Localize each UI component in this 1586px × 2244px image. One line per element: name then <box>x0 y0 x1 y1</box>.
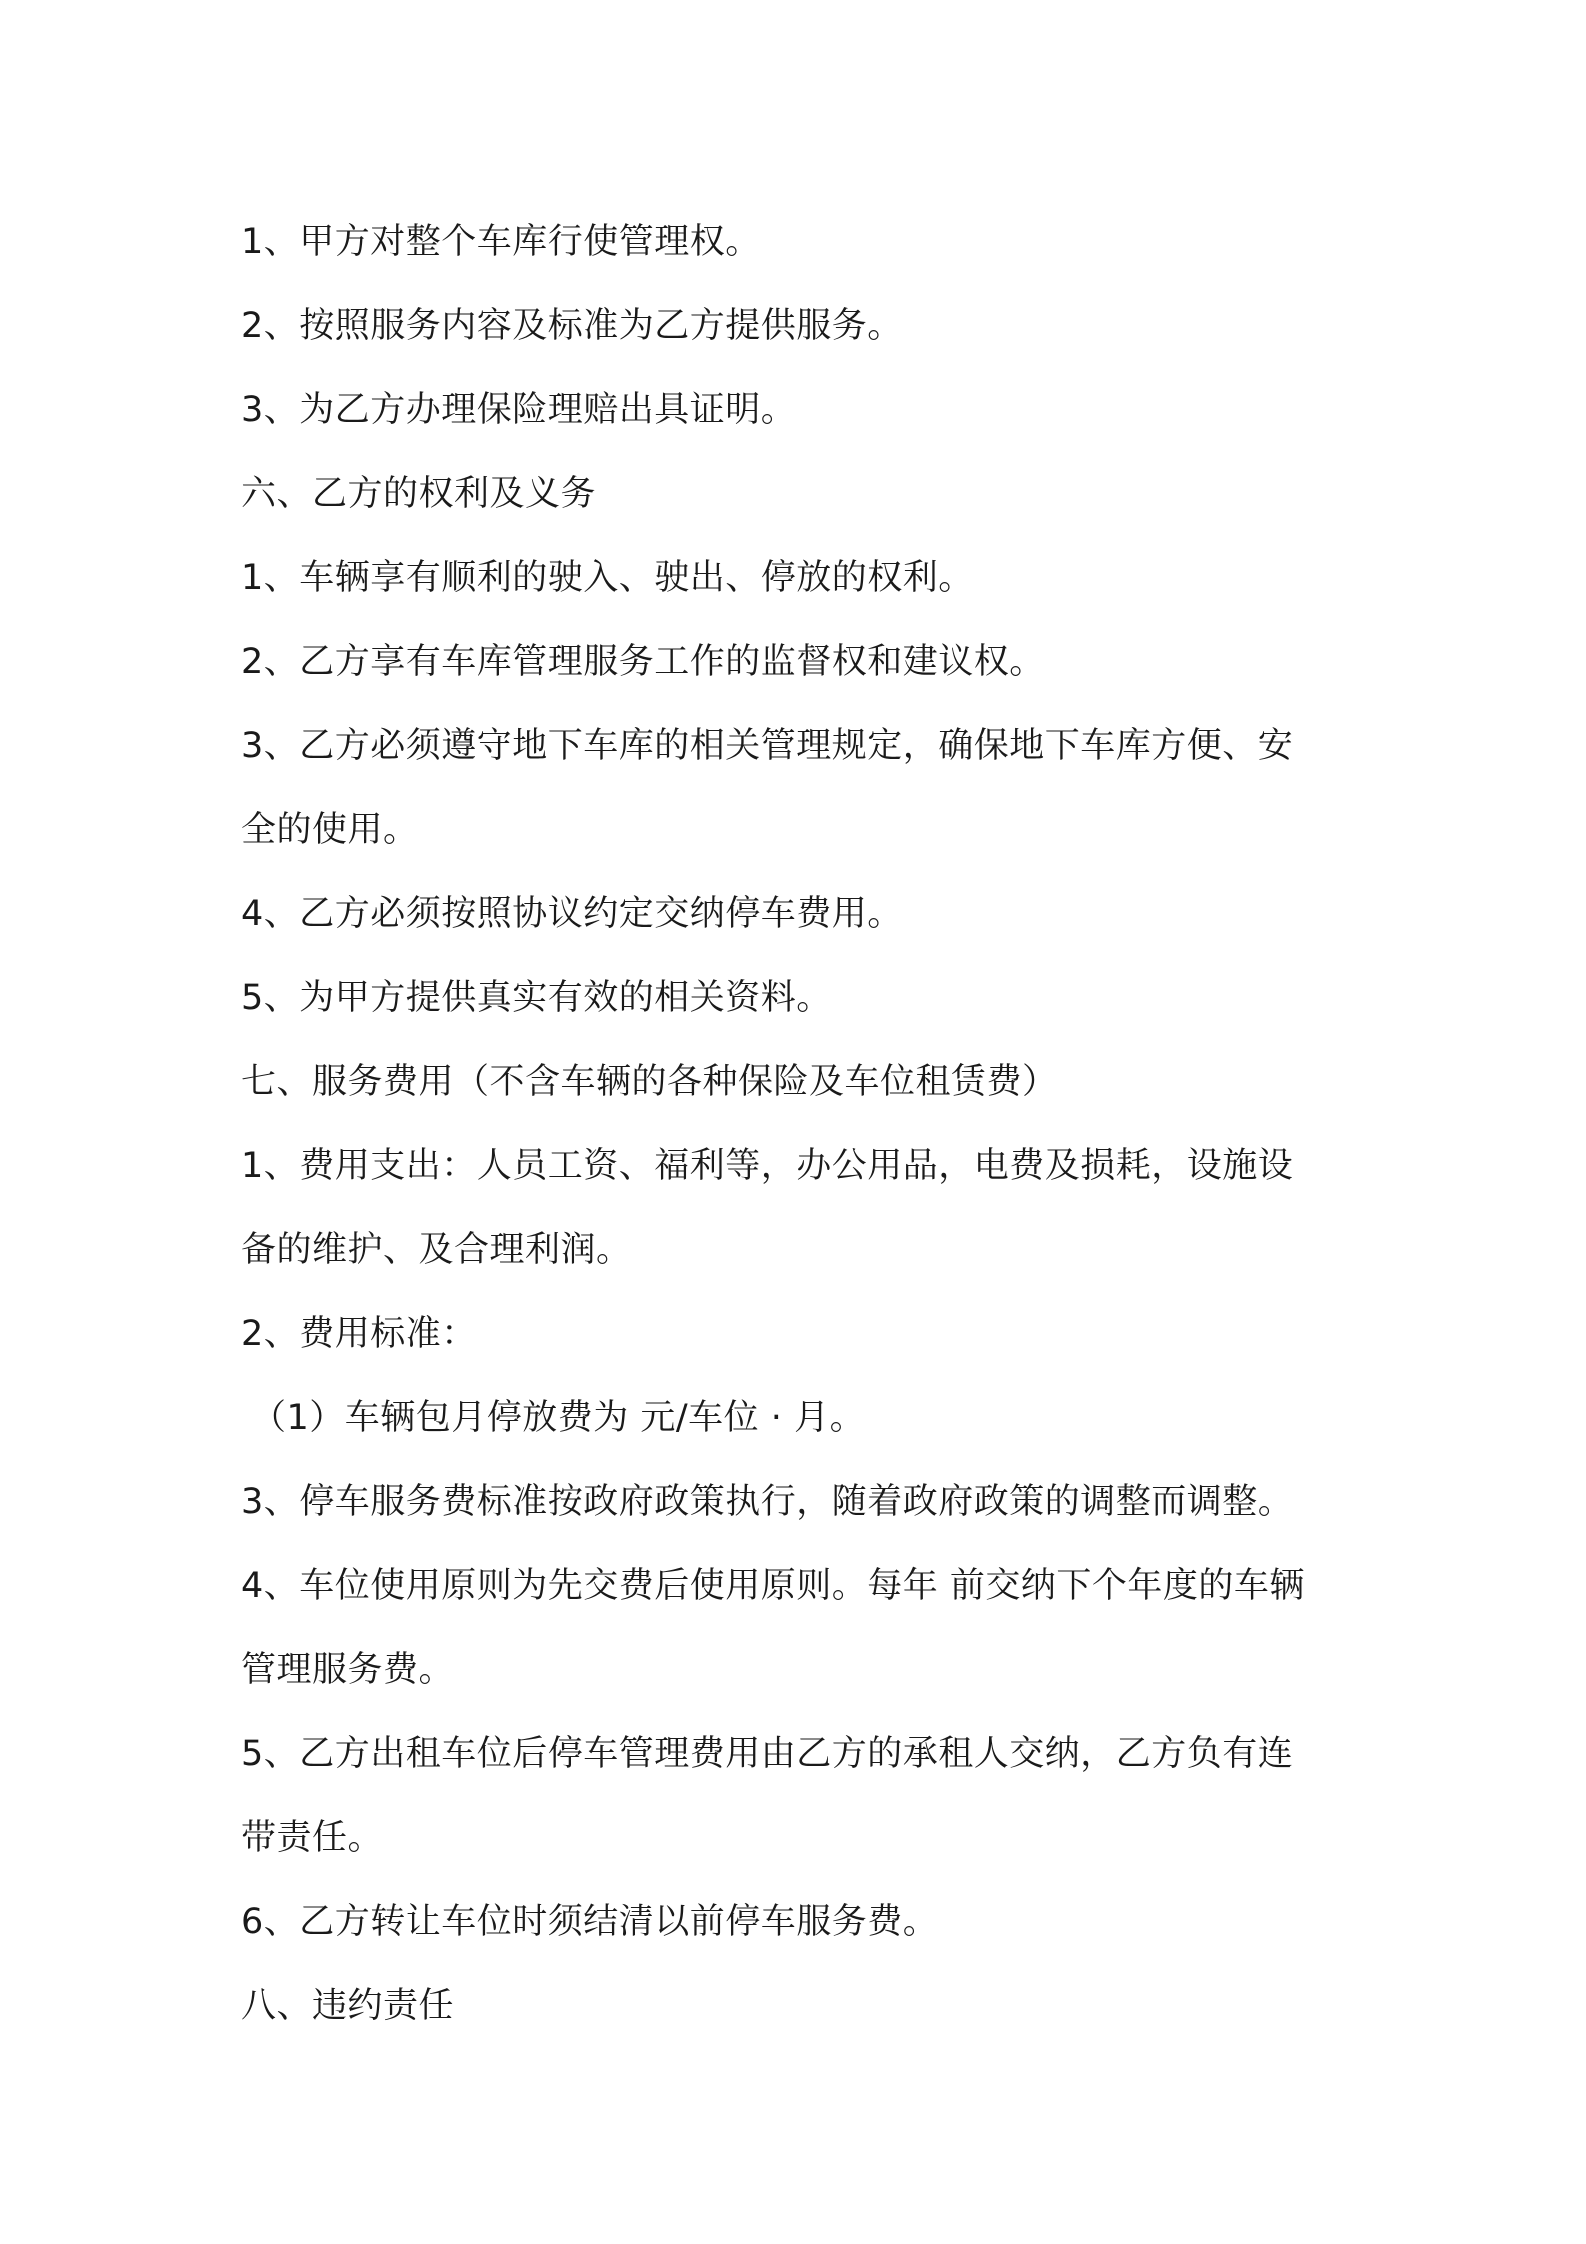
text-line: 2、按照服务内容及标准为乙方提供服务。 <box>241 306 903 346</box>
text-line: 2、费用标准： <box>241 1314 477 1354</box>
text-line: 带责任。 <box>241 1818 384 1858</box>
text-line: 4、车位使用原则为先交费后使用原则。每年 前交纳下个年度的车辆 <box>241 1566 1305 1606</box>
text-line: 备的维护、及合理利润。 <box>241 1230 632 1270</box>
text-line: 3、乙方必须遵守地下车库的相关管理规定，确保地下车库方便、安 <box>241 726 1294 766</box>
section-heading: 七、服务费用（不含车辆的各种保险及车位租赁费） <box>241 1062 1058 1102</box>
text-line: 2、乙方享有车库管理服务工作的监督权和建议权。 <box>241 642 1045 682</box>
text-line: 1、费用支出：人员工资、福利等，办公用品，电费及损耗，设施设 <box>241 1146 1294 1186</box>
text-line: 5、为甲方提供真实有效的相关资料。 <box>241 978 832 1018</box>
section-heading: 六、乙方的权利及义务 <box>241 474 597 514</box>
text-line: 1、车辆享有顺利的驶入、驶出、停放的权利。 <box>241 558 974 598</box>
text-line: 3、停车服务费标准按政府政策执行，随着政府政策的调整而调整。 <box>241 1482 1294 1522</box>
text-line: 4、乙方必须按照协议约定交纳停车费用。 <box>241 894 903 934</box>
document-body <box>241 200 1361 2048</box>
text-line: （1）车辆包月停放费为 元/车位 · 月。 <box>251 1398 866 1438</box>
text-line: 1、甲方对整个车库行使管理权。 <box>241 222 761 262</box>
section-heading: 八、违约责任 <box>241 1986 455 2026</box>
text-line: 全的使用。 <box>241 810 419 850</box>
text-line: 管理服务费。 <box>241 1650 455 1690</box>
text-line: 3、为乙方办理保险理赔出具证明。 <box>241 390 797 430</box>
text-line: 5、乙方出租车位后停车管理费用由乙方的承租人交纳，乙方负有连 <box>241 1734 1294 1774</box>
text-line: 6、乙方转让车位时须结清以前停车服务费。 <box>241 1902 939 1942</box>
